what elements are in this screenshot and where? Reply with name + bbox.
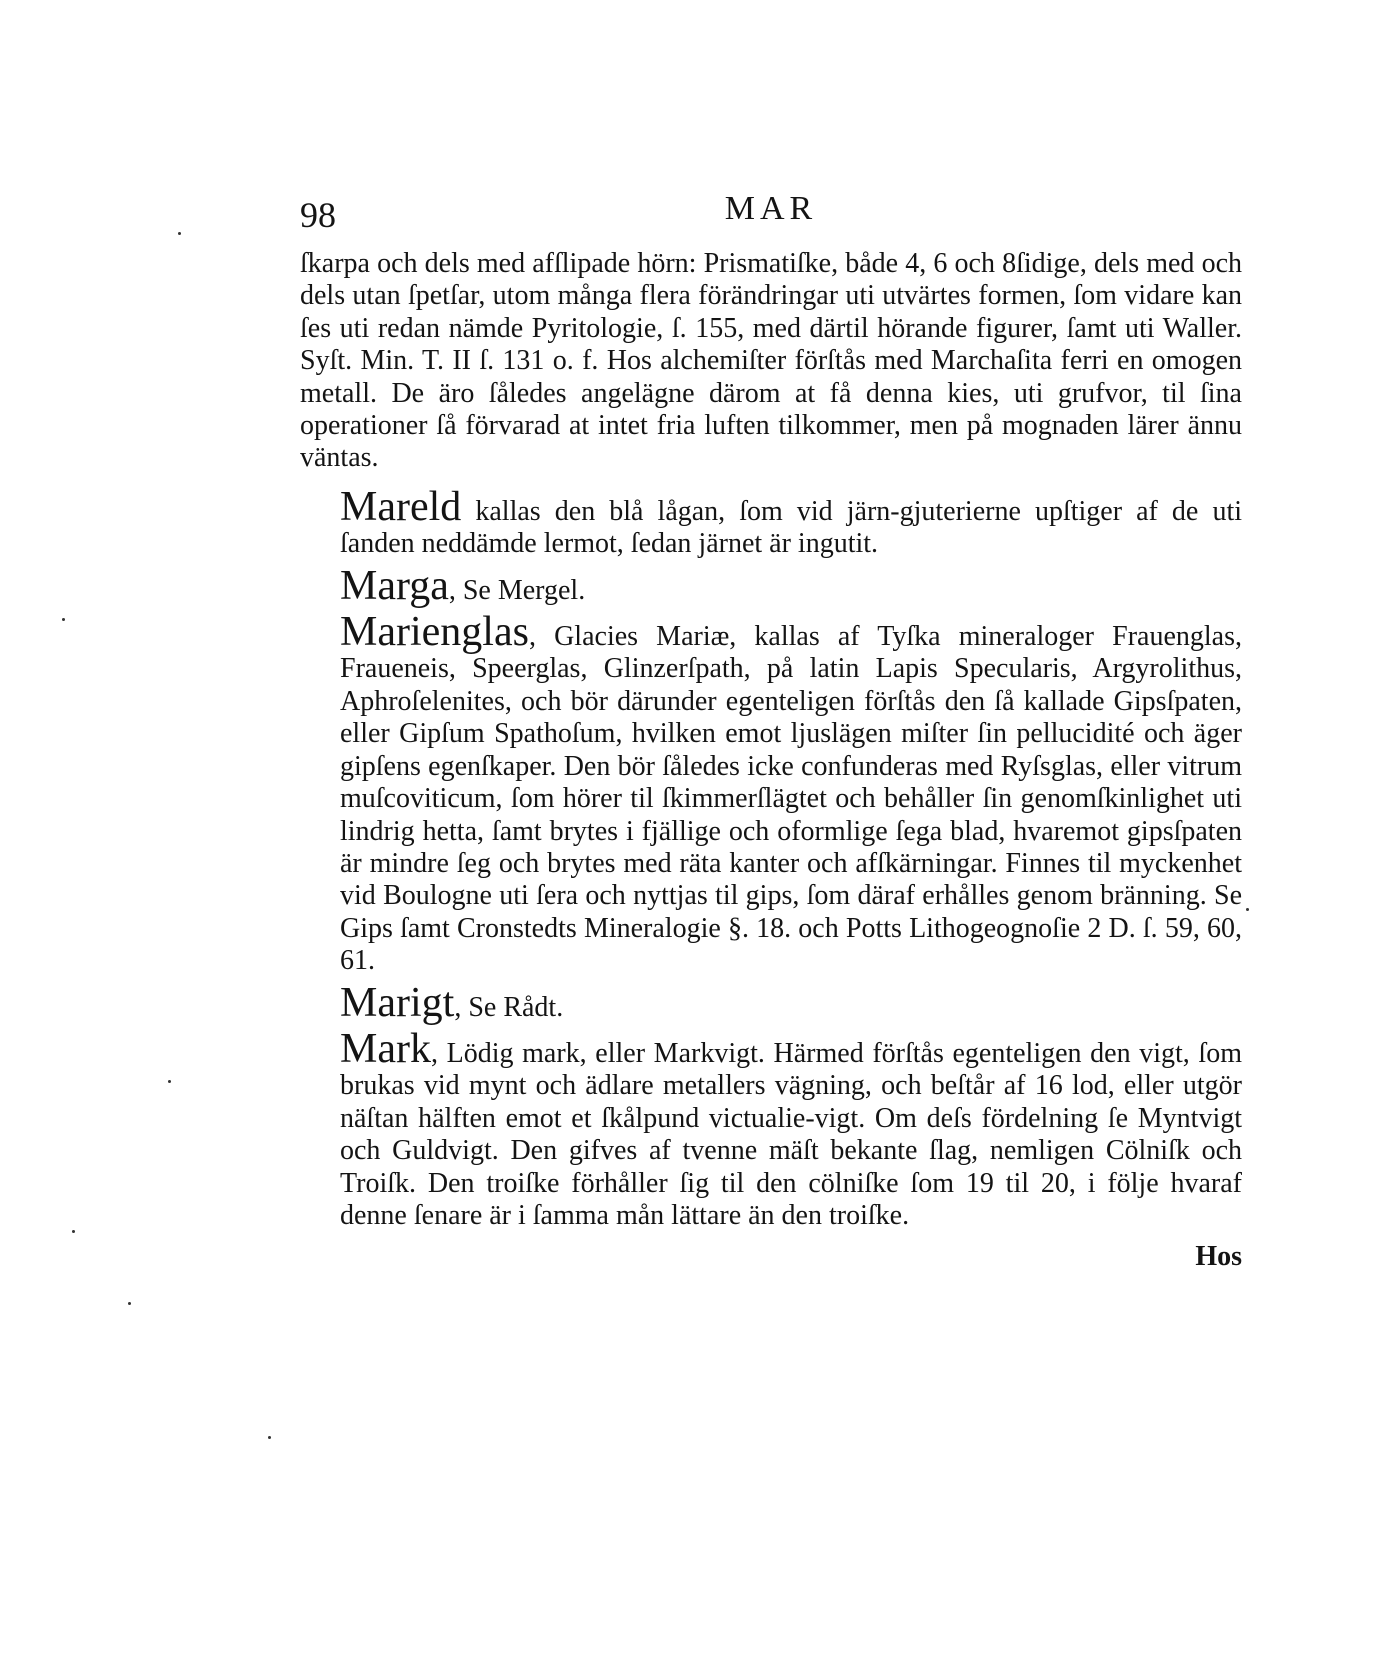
entry-text: , Se Rådt. [454, 991, 564, 1023]
scan-speck [62, 618, 65, 621]
continuation-paragraph: ſkarpa och dels med afſlipade hörn: Prismatiſke, både 4, 6 och 8ſidige, dels med och dels utan ſpetſar, utom många flera förändringar uti utvärtes formen, ſom vidare kan ſes uti redan nämde Pyritologie, ſ. 155, med därtil hörande figurer, ſamt uti Waller. Syſt. Min. T. II ſ. 131 o. f. Hos alchemiſter förſtås med Marchaſita ferri en omogen metall. De äro ſåledes angelägne därom at få denna kies, uti grufvor, til ſina operationer ſå förvarad at intet fria luften tilkommer, men på mognaden lärer ännu väntas. [300, 248, 1242, 474]
scan-speck [72, 1230, 75, 1233]
page-number: 98 [300, 195, 336, 235]
catchword: Hos [1195, 1241, 1242, 1273]
entry-mark [300, 1025, 1242, 1232]
entry-mareld [300, 483, 1242, 561]
dictionary-text [300, 248, 1242, 1273]
headword: Marga [340, 562, 449, 609]
scan-speck [128, 1302, 131, 1305]
scan-speck [1246, 908, 1249, 911]
scan-speck [268, 1436, 271, 1439]
entry-text: , Se Mergel. [448, 574, 586, 606]
scan-speck [168, 1080, 171, 1083]
entry-marienglas [300, 609, 1242, 977]
scan-speck [178, 232, 181, 235]
book-page [300, 190, 1242, 1273]
entry-text: , Glacies Mariæ, kallas af Tyſka mineraloger Frauenglas, Fraueneis, Speerglas, Glinzerſpath, på latin Lapis Specularis, Argyrolithus, Aphroſelenites, och bör därunder egenteligen förſtås den ſå kallade Gipsſpaten, eller Gipſum Spathoſum, hvilken emot ljuslägen miſter ſin pellucidité och äger gipſens egenſkaper. Den bör ſåledes icke confunderas med Ryſsglas, eller vitrum muſcoviticum, ſom hörer til ſkimmerſlägtet och behåller ſin genomſkinlighet uti lindrig hetta, ſamt brytes i fjällige och oformlige ſega blad, hvaremot gipsſpaten är mindre ſeg och brytes med räta kanter och afſkärningar. Finnes til myckenhet vid Boulogne uti ſera och nyttjas til gips, ſom däraf erhålles genom bränning. Se Gips ſamt Cronstedts Mineralogie §. 18. och Potts Lithogeognoſie 2 D. ſ. 59, 60, 61. [340, 621, 1242, 977]
page-header [300, 190, 1242, 248]
entry-marigt [300, 979, 1242, 1026]
running-head: MAR [724, 190, 818, 227]
headword: Marigt [340, 979, 455, 1026]
entry-marga [300, 562, 1242, 609]
entry-text: kallas den blå lågan, ſom vid järn-gjuterierne upſtiger af de uti ſanden neddämde lermot, ſedan järnet är ingutit. [340, 495, 1242, 560]
headword: Mark [340, 1025, 431, 1072]
headword: Mareld [340, 483, 462, 530]
headword: Marienglas [340, 609, 529, 656]
entry-text: , Lödig mark, eller Markvigt. Härmed förſtås egenteligen den vigt, ſom brukas vid mynt och ädlare metallers vägning, och beſtår af 16 lod, eller utgör näſtan hälften emot et ſkålpund victualie-vigt. Om deſs fördelning ſe Myntvigt och Guldvigt. Den gifves af tvenne mäſt bekante ſlag, nemligen Cölniſk och Troiſk. Den troiſke förhåller ſig til den cölniſke ſom 19 til 20, i följe hvaraf denne ſenare är i ſamma mån lättare än den troiſke. [340, 1037, 1242, 1231]
